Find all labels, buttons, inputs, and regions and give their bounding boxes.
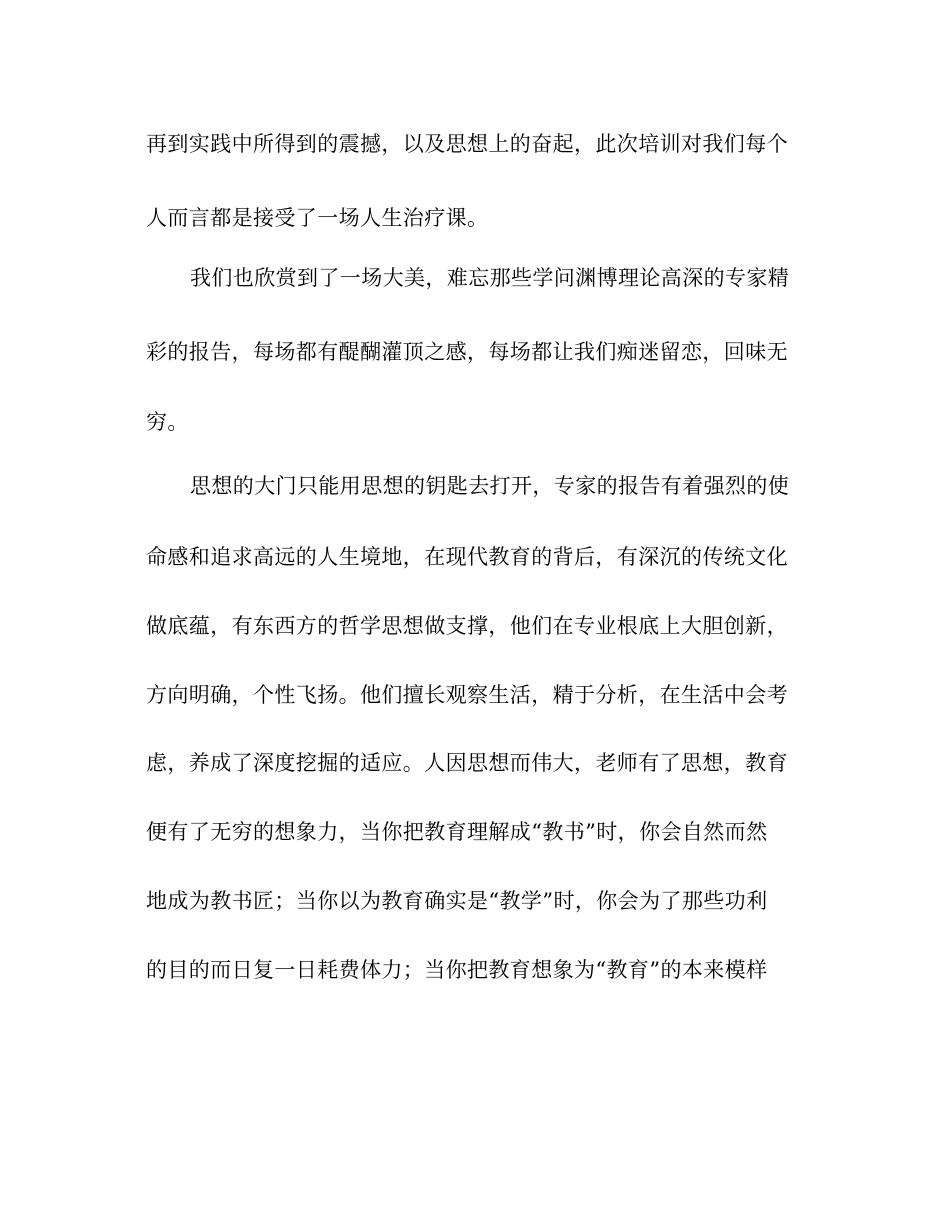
text-line-6: 思想的大门只能用思想的钥匙去打开，专家的报告有着强烈的使 — [190, 474, 790, 498]
text-line-13: 的目的而日复一日耗费体力；当你把教育想象为“教育”的本来模样 — [146, 958, 768, 982]
text-line-11: 便有了无穷的想象力，当你把教育理解成“教书”时，你会自然而然 — [146, 820, 768, 844]
text-line-9: 方向明确，个性飞扬。他们擅长观察生活，精于分析，在生活中会考 — [146, 683, 788, 707]
text-line-12: 地成为教书匠；当你以为教育确实是“教学”时，你会为了那些功利 — [146, 889, 768, 913]
text-line-1: 再到实践中所得到的震撼，以及思想上的奋起，此次培训对我们每个 — [146, 132, 788, 156]
text-line-4: 彩的报告，每场都有醍醐灌顶之感，每场都让我们痴迷留恋，回味无 — [146, 340, 788, 364]
text-line-10: 虑，养成了深度挖掘的适应。人因思想而伟大，老师有了思想，教育 — [146, 751, 788, 775]
text-line-8: 做底蕴，有东西方的哲学思想做支撑，他们在专业根底上大胆创新， — [146, 614, 788, 638]
text-line-2: 人而言都是接受了一场人生治疗课。 — [146, 206, 489, 230]
text-line-7: 命感和追求高远的人生境地，在现代教育的背后，有深沉的传统文化 — [146, 545, 788, 569]
text-line-3: 我们也欣赏到了一场大美，难忘那些学问渊博理论高深的专家精 — [190, 266, 790, 290]
text-line-5: 穷。 — [146, 410, 189, 434]
